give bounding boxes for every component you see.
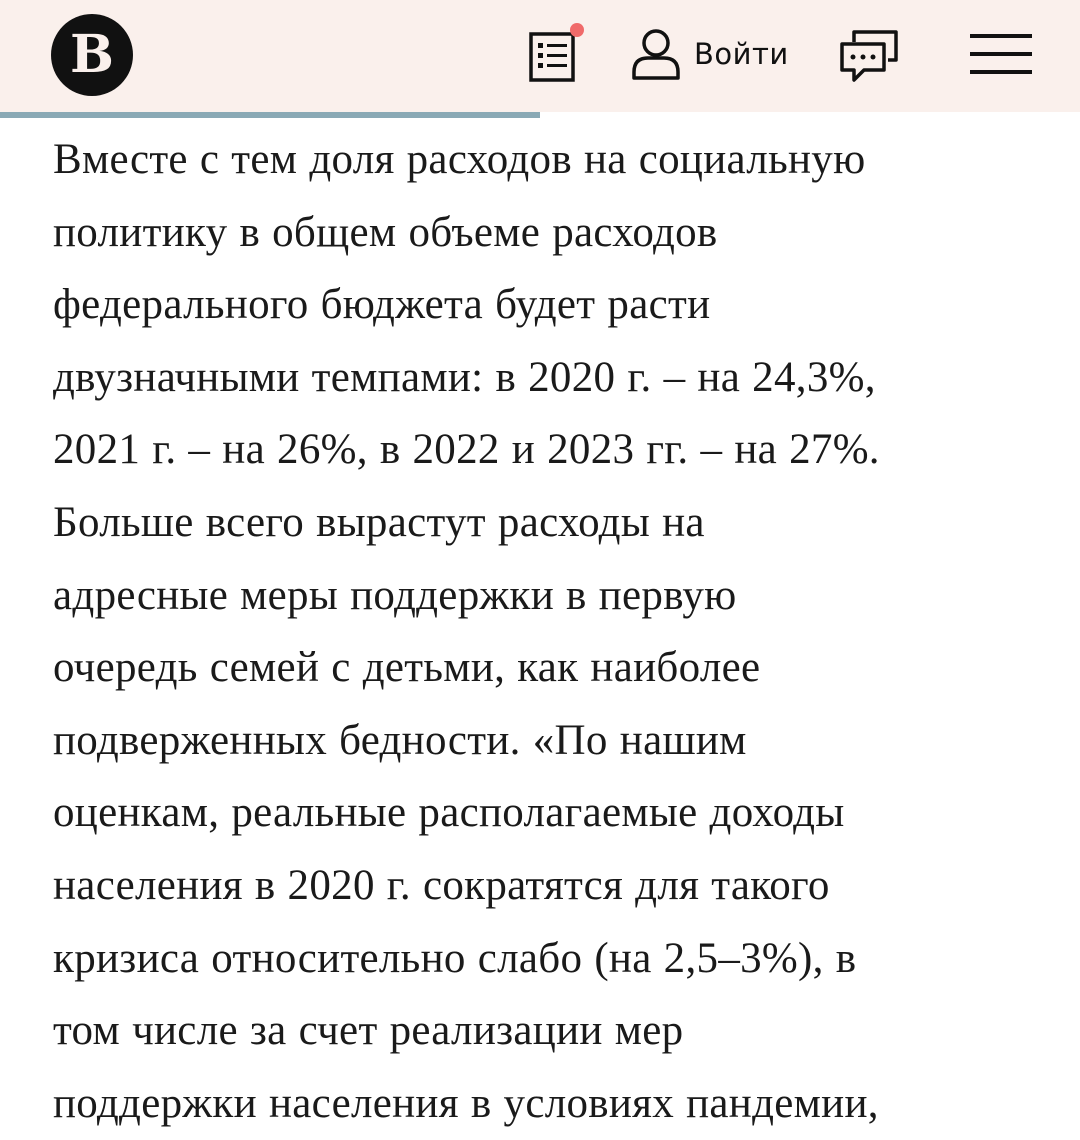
- article-line: Больше всего вырастут расходы на: [53, 498, 705, 546]
- article-line: поддержки населения в условиях пандемии,: [53, 1079, 879, 1127]
- article-line: подверженных бедности. «По нашим: [53, 716, 747, 764]
- notification-dot-icon: [570, 23, 584, 37]
- article-line: политику в общем объеме расходов: [53, 208, 718, 256]
- article-line: Вместе с тем доля расходов на социальную: [53, 136, 866, 183]
- article-line: адресные меры поддержки в первую: [53, 571, 737, 619]
- article-paragraph: [53, 124, 1053, 1140]
- vedomosti-logo[interactable]: [51, 14, 133, 96]
- site-header: [0, 0, 1080, 112]
- article-line: двузначными темпами: в 2020 г. – на 24,3%,: [53, 353, 876, 401]
- article-line: населения в 2020 г. сократятся для такого: [53, 861, 830, 909]
- login-button[interactable]: [630, 24, 789, 84]
- article-line: очередь семей с детьми, как наиболее: [53, 644, 761, 692]
- article-line: 2021 г. – на 26%, в 2022 и 2023 гг. – на 27%.: [53, 426, 880, 474]
- comments-icon[interactable]: [838, 26, 900, 84]
- article-line: кризиса относительно слабо (на 2,5–3%), в: [53, 934, 857, 982]
- logo-letter: В: [70, 24, 114, 85]
- hamburger-menu-icon[interactable]: [968, 30, 1034, 78]
- article-line: федерального бюджета будет расти: [53, 281, 711, 329]
- user-icon: [630, 26, 682, 82]
- reading-progress-bar: [0, 112, 540, 118]
- article-line: том числе за счет реализации мер: [53, 1007, 684, 1055]
- login-label: Войти: [694, 37, 789, 71]
- article-line: оценкам, реальные располагаемые доходы: [53, 789, 845, 837]
